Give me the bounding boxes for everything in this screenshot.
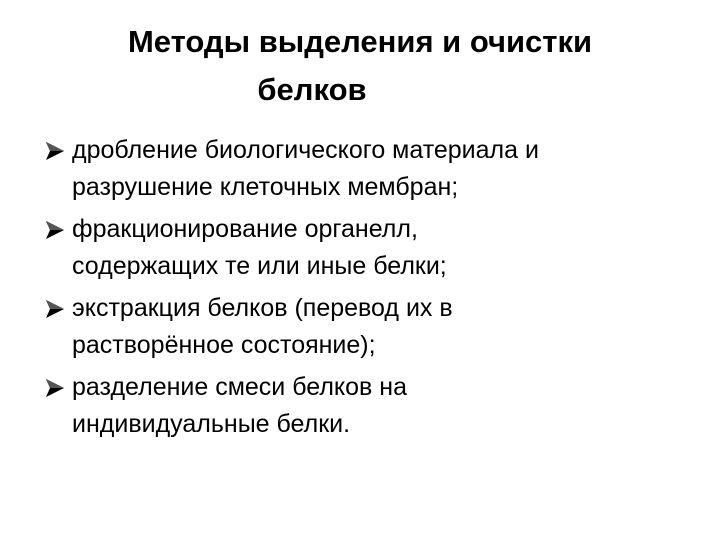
bullet-item-crushing: [44, 132, 700, 206]
bullet-text-line-2: индивидуальные белки.: [72, 410, 351, 438]
bullet-list: [44, 132, 700, 448]
arrowhead-bullet-icon: [44, 219, 66, 241]
arrowhead-bullet-icon: [44, 377, 66, 399]
bullet-text-line-2: разрушение клеточных мембран;: [72, 173, 459, 201]
bullet-text-line-2: растворённое состояние);: [72, 331, 376, 359]
bullet-text-line-1: разделение смеси белков на: [72, 373, 407, 401]
bullet-item-fractionation: [44, 211, 700, 285]
bullet-text-line-1: дробление биологического материала и: [72, 136, 539, 164]
arrowhead-bullet-icon: [44, 298, 66, 320]
bullet-text: [72, 290, 700, 364]
bullet-item-extraction: [44, 290, 700, 364]
bullet-text-line-1: фракционирование органелл,: [72, 215, 418, 243]
slide-title-line-2: белков: [257, 72, 367, 107]
bullet-text-line-2: содержащих те или иные белки;: [72, 252, 447, 280]
slide-title-line-1: Методы выделения и очистки: [127, 24, 593, 59]
bullet-text: [72, 132, 700, 206]
arrowhead-bullet-icon: [44, 140, 66, 162]
slide-title: [40, 18, 680, 114]
bullet-text-line-1: экстракция белков (перевод их в: [72, 294, 453, 322]
bullet-item-separation: [44, 369, 700, 443]
bullet-text: [72, 211, 700, 285]
bullet-text: [72, 369, 700, 443]
